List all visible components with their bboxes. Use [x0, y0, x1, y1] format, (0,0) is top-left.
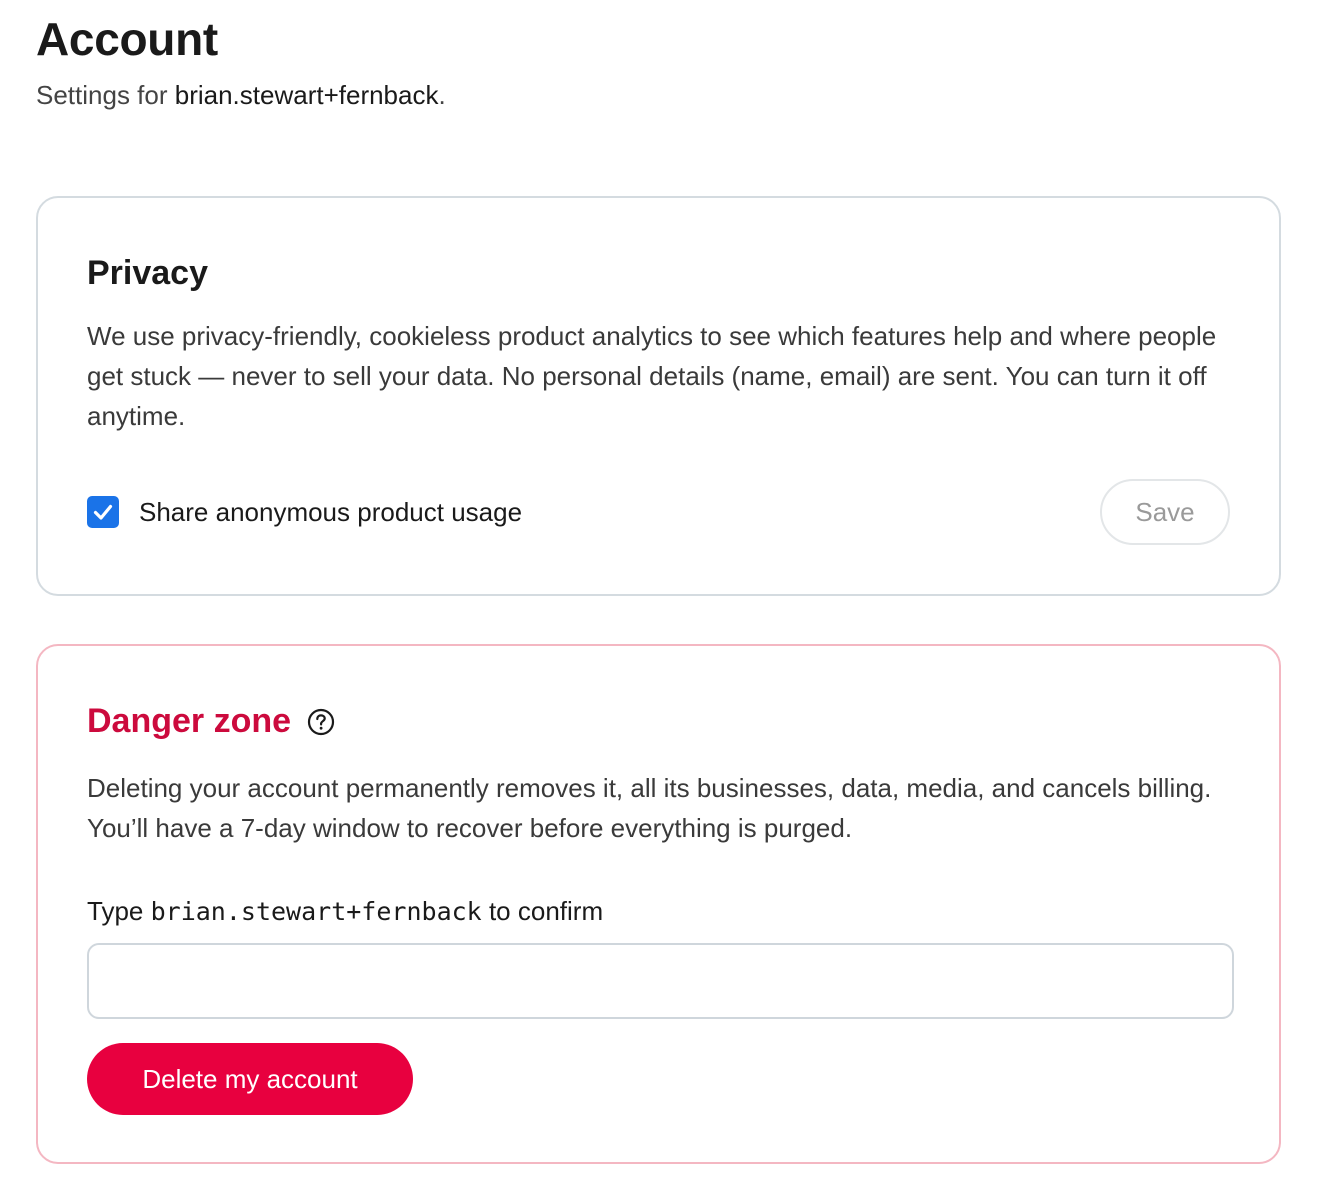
share-usage-checkbox[interactable]	[87, 496, 119, 528]
subtitle-username: brian.stewart+fernback	[174, 80, 439, 110]
danger-zone-title-row	[87, 702, 335, 741]
confirm-username-input[interactable]	[87, 943, 1234, 1019]
confirm-label-prefix: Type	[87, 896, 151, 926]
danger-zone-title: Danger zone	[87, 702, 292, 740]
checkmark-icon	[91, 500, 115, 524]
question-circle-icon[interactable]	[307, 708, 335, 736]
confirm-label-username: brian.stewart+fernback	[150, 897, 482, 926]
danger-zone-card	[36, 644, 1281, 1164]
page-title: Account	[36, 13, 218, 65]
delete-account-button[interactable]: Delete my account	[87, 1043, 413, 1115]
confirm-label-suffix: to confirm	[481, 896, 604, 926]
confirm-label	[87, 896, 603, 927]
subtitle-suffix: .	[438, 80, 446, 110]
privacy-card	[36, 196, 1281, 596]
danger-zone-description: Deleting your account permanently removes it, all its businesses, data, media, and cancels billing. You’ll have a 7-day window to recover before everything is purged.	[87, 773, 1212, 843]
page-subtitle	[36, 80, 446, 111]
privacy-title: Privacy	[87, 254, 208, 292]
subtitle-prefix: Settings for	[36, 80, 175, 110]
save-button[interactable]: Save	[1100, 479, 1230, 545]
privacy-description: We use privacy-friendly, cookieless product analytics to see which features help and where people get stuck — never to sell your data. No personal details (name, email) are sent. You can turn it off anytime.	[87, 321, 1217, 431]
share-usage-checkbox-row[interactable]	[87, 496, 522, 528]
share-usage-label: Share anonymous product usage	[139, 496, 523, 527]
